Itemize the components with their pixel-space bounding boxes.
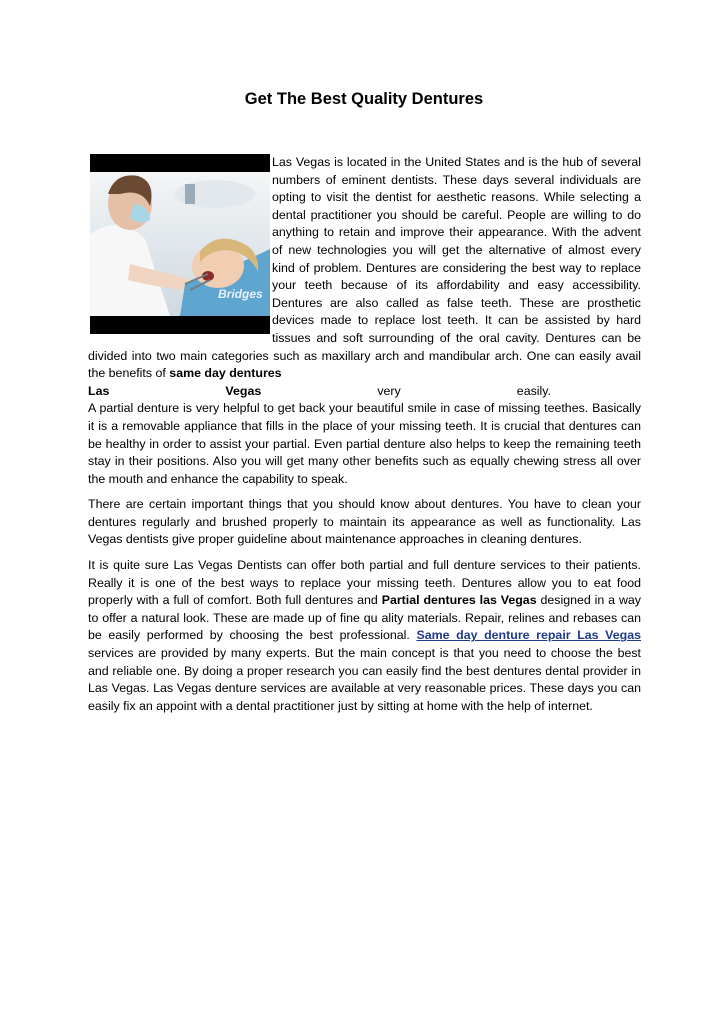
bold-phrase-same-day-dentures: same day dentures	[169, 366, 282, 381]
services-text-1: It is quite sure Las Vegas Dentists can offer both partial and full denture services to their patients. Really it is one of the best ways to replace your missing teeth. Dentures allow you to eat food properly with a full of comfort. Both full dentures and	[88, 558, 641, 608]
paragraph-services	[88, 557, 641, 715]
document-title: Get The Best Quality Dentures	[244, 90, 484, 108]
dentist-photo	[90, 154, 270, 334]
dentist-with-child-image	[90, 154, 270, 334]
word-easily: easily.	[516, 383, 551, 398]
article-body	[88, 154, 641, 715]
word-las: Las	[88, 383, 110, 398]
spaced-line	[88, 383, 641, 401]
paragraph-partial-denture: A partial denture is very helpful to get back your beautiful smile in case of missing teethes. Basically it is a removable appliance that fills in the place of your missing teeth. It is crucial that dentures can be healthy in order to assist your partial. Even partial denture also helps to keep the remaining teeth stay in their positions. Also you will get many other benefits such as equally chewing stress all over the mouth and enhance the capability to speak.	[88, 401, 641, 486]
watermark-text: Bridges	[218, 287, 263, 301]
services-text-3: services are provided by many experts. But the main concept is that you need to choose the best and reliable one. By doing a proper research you can easily find the best dentures dental provider in Las Vegas. Las Vegas denture services are available at very reasonable prices. These days you can easily fix an appoint with a dental practitioner just by sitting at home with the help of internet.	[88, 646, 641, 713]
same-day-repair-link[interactable]: Same day denture repair Las Vegas	[416, 628, 641, 643]
bold-phrase-partial-dentures: Partial dentures las Vegas	[381, 593, 537, 608]
intro-text: Las Vegas is located in the United States and is the hub of several numbers of eminent dentists. These days several individuals are opting to visit the dentist for aesthetic reasons. While selecting a dental practitioner you should be careful. People are willing to do anything to retain and improve their appearance. With the advent of new technologies you will get the alternative of almost every kind of problem. Dentures are considering the best way to replace your teeth because of its affordability and easy accessibility. Dentures are also called as false teeth. These are prosthetic devices made to replace lost teeth. It can be assisted by hard tissues and soft surrounding of the oral cavity. Dentures can be divided into two main categories such as maxillary arch and mandibular arch. One can easily avail the benefits of	[88, 155, 641, 381]
services-text-2: designed in a way to offer a natural look. These are made up of fine qu ality materials. Repair, relines and rebases can be easily performed by choosing the best professional.	[88, 593, 641, 643]
word-very: very	[377, 383, 401, 398]
paragraph-maintenance: There are certain important things that you should know about dentures. You have to clean your dentures regularly and brushed properly to maintain its appearance as well as functionality. Las Vegas dentists give proper guideline about maintenance approaches in cleaning dentures.	[88, 497, 641, 547]
word-vegas: Vegas	[225, 383, 262, 398]
